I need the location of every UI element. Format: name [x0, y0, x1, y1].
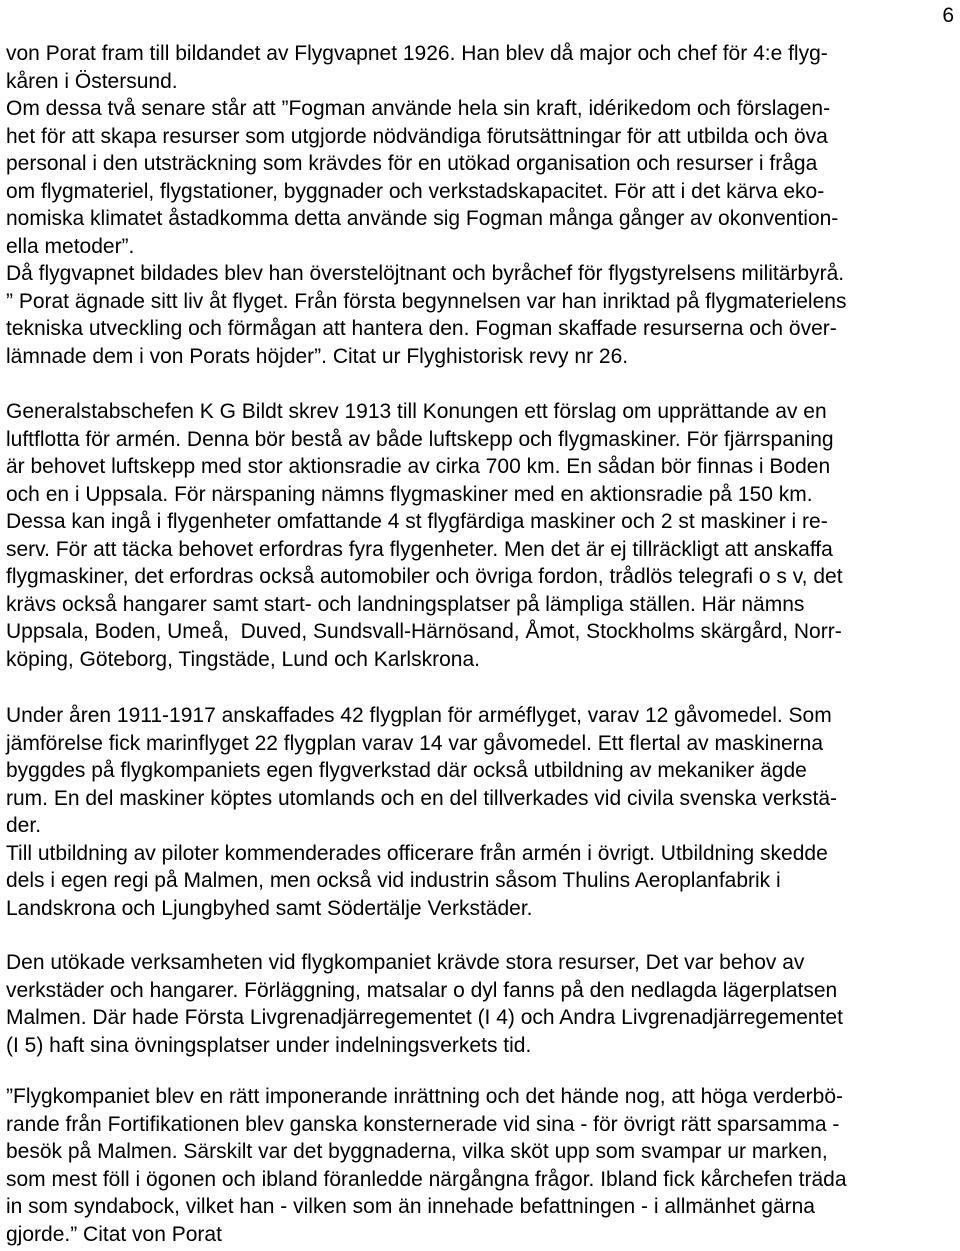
text-line: Till utbildning av piloter kommenderades officerare från armén i övrigt. Utbildning skedde [6, 841, 828, 865]
text-line: om flygmateriel, flygstationer, byggnader och verkstadskapacitet. För att i det kärva eko- [6, 179, 825, 203]
paragraph-expanded-operations [6, 949, 960, 1059]
paragraph-porat-fogman [6, 40, 960, 370]
text-line: Dessa kan ingå i flygenheter omfattande 4 st flygfärdiga maskiner och 2 st maskiner i re- [6, 510, 828, 533]
text-line: rande från Fortifikationen blev ganska konsternerade vid sina - för övrigt rätt sparsamma - [6, 1112, 840, 1136]
text-line: Uppsala, Boden, Umeå, Duved, Sundsvall-Härnösand, Åmot, Stockholms skärgård, Norr- [6, 620, 842, 643]
text-line: der. [6, 814, 42, 837]
text-line: Under åren 1911-1917 anskaffades 42 flygplan för arméflyget, varav 12 gåvomedel. Som [6, 704, 832, 727]
text-line: Den utökade verksamheten vid flygkompaniet krävde stora resurser, Det var behov av [6, 951, 805, 974]
text-line: (I 5) haft sina övningsplatser under indelningsverkets tid. [6, 1033, 532, 1057]
text-line: ” Porat ägnade sitt liv åt flyget. Från första begynnelsen var han inriktad på flygmaterielens [6, 289, 847, 313]
text-line: som mest föll i ögonen och ibland föranledde närgångna frågor. Ibland fick kårchefen träda [6, 1167, 847, 1191]
text-line: byggdes på flygkompaniets egen flygverkstad där också utbildning av mekaniker ägde [6, 759, 807, 782]
text-line: personal i den utsträckning som krävdes för en utökad organisation och resurser i fråga [6, 152, 818, 175]
text-line: flygmaskiner, det erfordras också automobiler och övriga fordon, trådlös telegrafi o s v, det [6, 565, 843, 588]
text-line: luftflotta för armén. Denna bör bestå av både luftskepp och flygmaskiner. För fjärrspaning [6, 427, 834, 451]
paragraph-aircraft-procurement [6, 702, 960, 922]
text-line: dels i egen regi på Malmen, men också vid industrin såsom Thulins Aeroplanfabrik i [6, 869, 781, 892]
text-line: Generalstabschefen K G Bildt skrev 1913 till Konungen ett förslag om upprättande av en [6, 400, 827, 423]
text-line: och en i Uppsala. För närspaning nämns flygmaskiner med en aktionsradie på 150 km. [6, 482, 813, 506]
paragraph-bildt-proposal [6, 398, 960, 673]
text-line: rum. En del maskiner köptes utomlands och en del tillverkades vid civila svenska verkstä- [6, 786, 838, 810]
text-line: krävs också hangarer samt start- och landningsplatser på lämpliga ställen. Här nämns [6, 592, 805, 616]
text-line: gjorde.” Citat von Porat [6, 1222, 222, 1246]
text-line: Då flygvapnet bildades blev han överstelöjtnant och byråchef för flygstyrelsens militärbyrå. [6, 262, 845, 285]
text-line: ella metoder”. [6, 234, 135, 258]
text-line: jämförelse fick marinflyget 22 flygplan varav 14 var gåvomedel. Ett flertal av maskinerna [6, 731, 824, 755]
text-line: tekniska utveckling och förmågan att hantera den. Fogman skaffade resurserna och över- [6, 317, 837, 340]
text-line: verkstäder och hangarer. Förläggning, matsalar o dyl fanns på den nedlagda lägerplatsen [6, 978, 838, 1002]
text-line: köping, Göteborg, Tingstäde, Lund och Karlskrona. [6, 647, 480, 671]
text-line: kåren i Östersund. [6, 69, 178, 93]
text-line: von Porat fram till bildandet av Flygvapnet 1926. Han blev då major och chef för 4:e flyg- [6, 42, 828, 65]
text-line: lämnade dem i von Porats höjder”. Citat ur Flyghistorisk revy nr 26. [6, 344, 629, 368]
text-line: besök på Malmen. Särskilt var det byggnaderna, vilka sköt upp som svampar ur marken, [6, 1140, 828, 1163]
text-line: het för att skapa resurser som utgjorde nödvändiga förutsättningar för att utbilda och öva [6, 124, 828, 148]
page-number: 6 [942, 4, 954, 27]
text-line: Landskrona och Ljungbyhed samt Södertälje Verkstäder. [6, 896, 533, 920]
text-line: Om dessa två senare står att ”Fogman använde hela sin kraft, idérikedom och förslagen- [6, 97, 831, 120]
text-line: ”Flygkompaniet blev en rätt imponerande inrättning och det hände nog, att höga verderbö- [6, 1085, 844, 1108]
paragraph-porat-quote [6, 1083, 960, 1248]
text-line: är behovet luftskepp med stor aktionsradie av cirka 700 km. En sådan bör finnas i Boden [6, 455, 831, 478]
text-line: serv. För att täcka behovet erfordras fyra flygenheter. Men det är ej tillräckligt att anskaffa [6, 537, 833, 561]
text-line: Malmen. Där hade Första Livgrenadjärregementet (I 4) och Andra Livgrenadjärregementet [6, 1006, 843, 1029]
text-line: nomiska klimatet åstadkomma detta använde sig Fogman många gånger av okonvention- [6, 207, 839, 230]
text-line: in som syndabock, vilket han - vilken som än innehade befattningen - i allmänhet gärna [6, 1195, 815, 1218]
